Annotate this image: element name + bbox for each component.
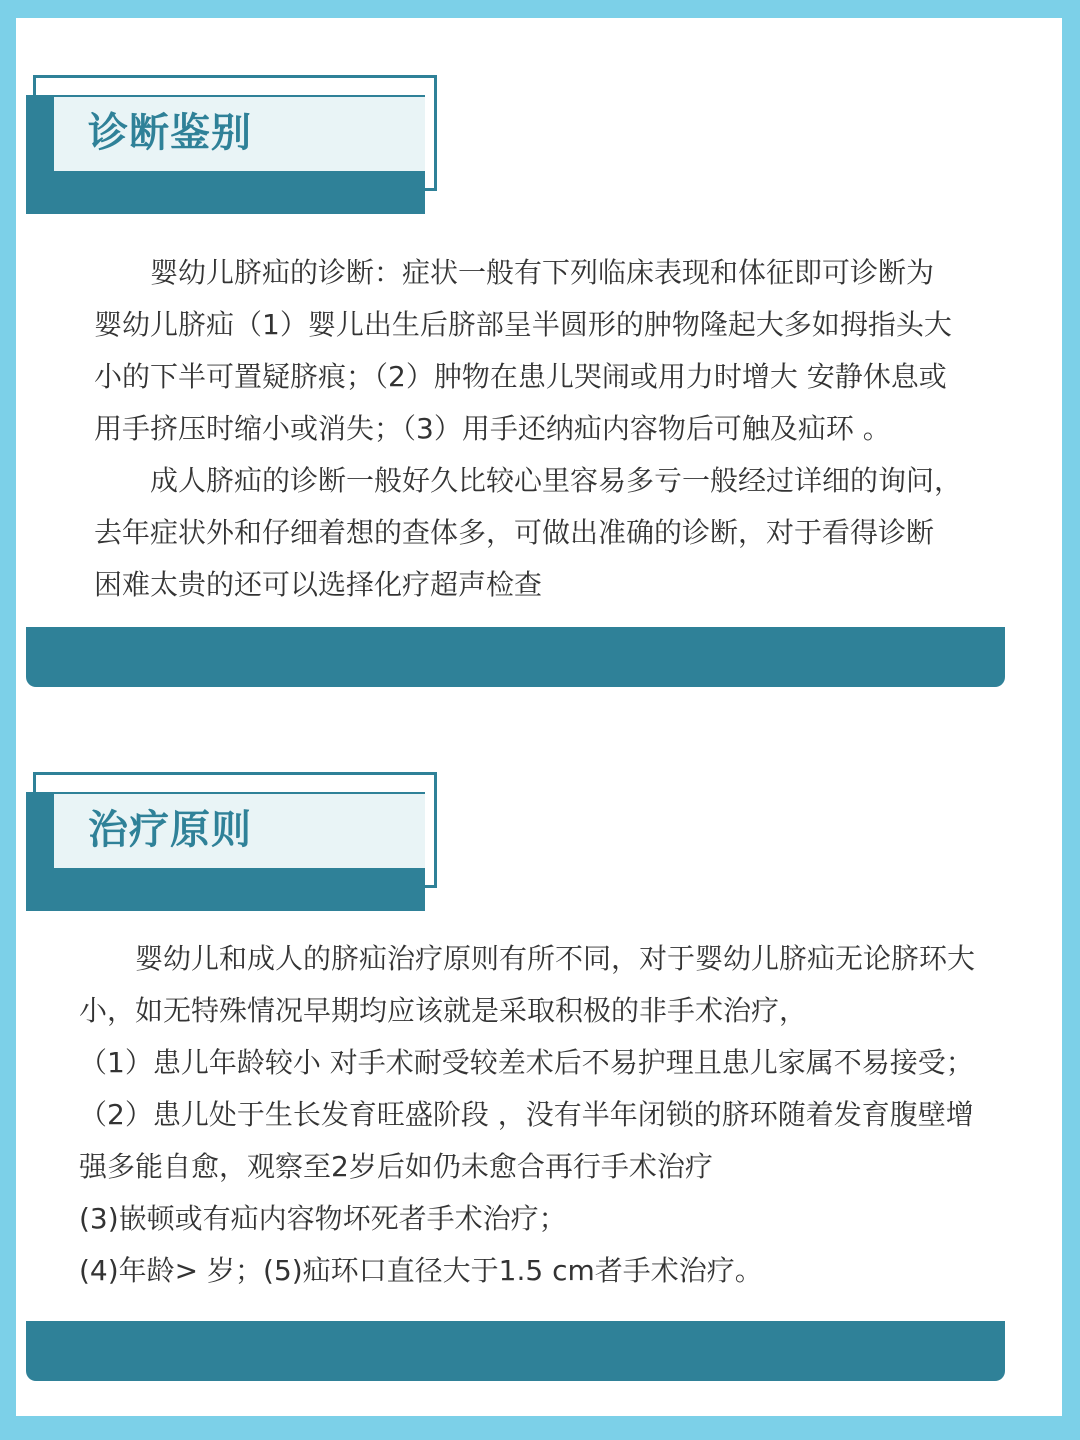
body-line: (3)嵌顿或有疝内容物坏死者手术治疗； <box>79 1202 567 1235</box>
section-body <box>94 247 974 611</box>
section-footer-bar <box>26 1321 1005 1381</box>
section-title: 治疗原则 <box>88 807 252 853</box>
body-line: 用手挤压时缩小或消失；（3）用手还纳疝内容物后可触及疝环 。 <box>94 412 891 445</box>
section-body <box>79 933 976 1297</box>
body-line: 婴幼儿和成人的脐疝治疗原则有所不同，对于婴幼儿脐疝无论脐环大 <box>79 942 976 975</box>
body-line: 强多能自愈，观察至2岁后如仍未愈合再行手术治疗 <box>79 1150 713 1183</box>
body-line: 婴幼儿脐疝的诊断：症状一般有下列临床表现和体征即可诊断为 <box>94 256 935 289</box>
section-footer-bar <box>26 627 1005 687</box>
body-line: 困难太贵的还可以选择化疗超声检查 <box>94 568 543 601</box>
body-line: 婴幼儿脐疝（1）婴儿出生后脐部呈半圆形的肿物隆起大多如拇指头大 <box>94 308 952 341</box>
body-line: （2）患儿处于生长发育旺盛阶段 ，没有半年闭锁的脐环随着发育腹壁增 <box>79 1098 974 1131</box>
page <box>16 18 1062 1416</box>
section-title: 诊断鉴别 <box>88 110 252 156</box>
body-line: 小，如无特殊情况早期均应该就是采取积极的非手术治疗， <box>79 994 808 1027</box>
body-line: (4)年龄> 岁；(5)疝环口直径大于1.5 cm者手术治疗。 <box>79 1254 763 1287</box>
body-line: 成人脐疝的诊断一般好久比较心里容易多亏一般经过详细的询问， <box>94 464 963 497</box>
body-line: 去年症状外和仔细着想的查体多，可做出准确的诊断，对于看得诊断 <box>94 516 935 549</box>
body-line: （1）患儿年龄较小 对手术耐受较差术后不易护理且患儿家属不易接受； <box>79 1046 974 1079</box>
body-line: 小的下半可置疑脐痕；（2）肿物在患儿哭闹或用力时增大 安静休息或 <box>94 360 947 393</box>
